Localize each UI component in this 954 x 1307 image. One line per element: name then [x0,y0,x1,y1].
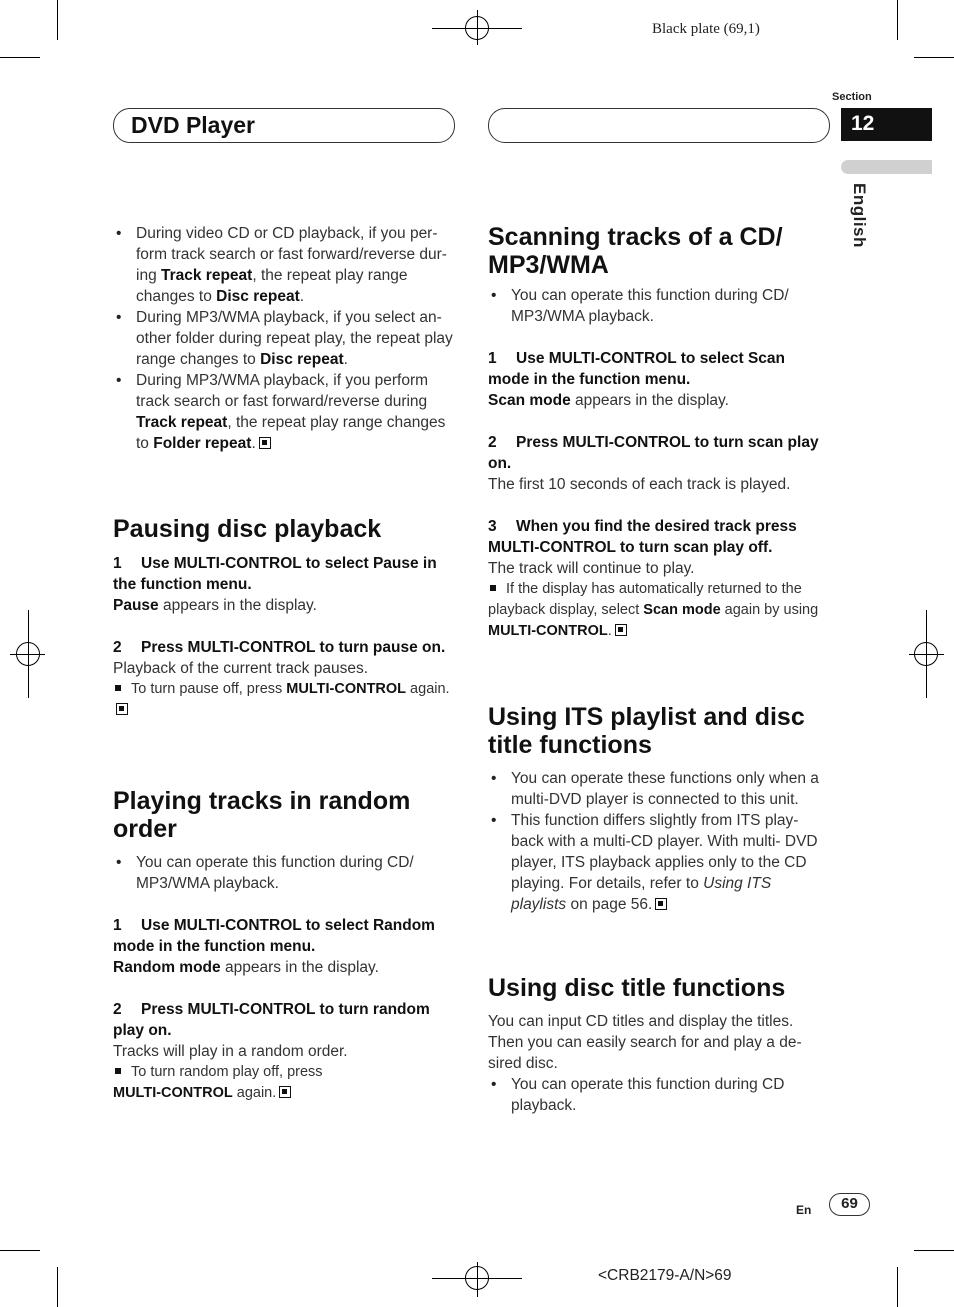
header-empty-pill [488,108,830,143]
crop-mark [897,1267,898,1307]
crop-mark [57,0,58,40]
crop-mark [0,57,40,58]
left-column [113,223,455,1104]
step-2: 2 Press MULTI-CONTROL to turn scan play on. [488,434,819,472]
step-2: 2 Press MULTI-CONTROL to turn pause on. [113,639,446,656]
heading-disc-title: Using disc title functions [488,974,786,1002]
disc-title-paragraph: You can input CD titles and display the titles. Then you can easily search for and play a de- sired disc. [488,1013,802,1072]
header-title-pill [113,108,455,143]
list-item: • During MP3/WMA playback, if you perform track search or fast forward/reverse during Track repeat, the repeat play range changes to Folder repeat. [113,370,455,454]
end-mark-icon [655,898,667,910]
end-mark-icon [615,624,627,636]
plate-label: Black plate (69,1) [652,21,760,37]
heading-scanning: Scanning tracks of a CD/ MP3/WMA [488,223,783,279]
list-item: • During video CD or CD playback, if you per- form track search or fast forward/reverse dur- ing Track repeat, the repeat play range changes to Disc repeat. [113,223,455,307]
list-item: • You can operate this function during CD/ MP3/WMA playback. [488,285,830,327]
right-column [488,223,830,1116]
end-mark-icon [116,703,128,715]
note-square-icon [115,1068,121,1074]
step-1-result: Random mode appears in the display. [113,959,379,976]
note-square-icon [115,685,121,691]
step-1: 1 Use MULTI-CONTROL to select Pause in the function menu. [113,555,437,593]
list-item: • You can operate these functions only when a multi-DVD player is connected to this unit. [488,768,830,810]
heading-pausing: Pausing disc playback [113,515,382,543]
list-item: • During MP3/WMA playback, if you select an- other folder during repeat play, the repeat play range changes to Disc repeat. [113,307,455,370]
section-tab-bar [841,160,932,174]
step-1: 1 Use MULTI-CONTROL to select Scan mode in the function menu. [488,350,785,388]
crop-mark [914,1250,954,1251]
page-title: DVD Player [131,112,256,138]
section-label: Section [832,91,872,103]
step-2-result: The first 10 seconds of each track is played. [488,476,791,493]
note-square-icon [490,585,496,591]
heading-random: Playing tracks in random order [113,787,411,843]
document-code: <CRB2179-A/N>69 [598,1267,732,1284]
step-1-result: Pause appears in the display. [113,597,317,614]
note: To turn random play off, press MULTI-CONTROL again. [113,1064,323,1101]
page-number: 69 [829,1193,870,1216]
step-3-result: The track will continue to play. [488,560,695,577]
end-mark-icon [259,437,271,449]
step-1: 1 Use MULTI-CONTROL to select Random mode in the function menu. [113,917,435,955]
list-item: • You can operate this function during CD/ MP3/WMA playback. [113,852,455,894]
list-item: • You can operate this function during CD playback. [488,1074,830,1116]
language-label: English [850,183,869,248]
note: To turn pause off, press MULTI-CONTROL again. [113,679,455,721]
step-2: 2 Press MULTI-CONTROL to turn random play on. [113,1001,430,1039]
crop-mark [57,1267,58,1307]
footer-language: En [796,1203,812,1217]
step-1-result: Scan mode appears in the display. [488,392,729,409]
section-number-badge: 12 [841,108,932,141]
crop-mark [897,0,898,40]
crop-mark [0,1250,40,1251]
note: If the display has automatically returned to the playback display, select Scan mode again by using MULTI-CONTROL. [488,581,819,639]
step-2-result: Tracks will play in a random order. [113,1043,348,1060]
end-mark-icon [279,1086,291,1098]
heading-its: Using ITS playlist and disc title functions [488,703,805,759]
step-3: 3 When you find the desired track press MULTI-CONTROL to turn scan play off. [488,518,797,556]
list-item: • This function differs slightly from ITS play- back with a multi-CD player. With multi- DVD player, ITS playback applies only to the CD playing. For details, refer to Using ITS playlists on page 56. [488,810,830,915]
crop-mark [914,57,954,58]
step-2-result: Playback of the current track pauses. [113,660,369,677]
